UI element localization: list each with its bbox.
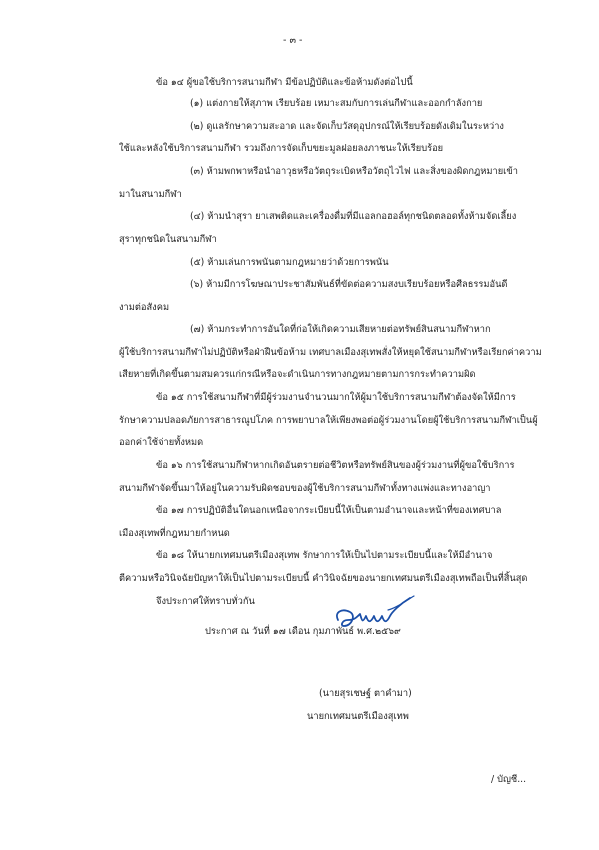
page-number: - ๓ - <box>283 35 303 46</box>
clause-14-item-5: (๕) ห้ามเล่นการพนันตามกฎหมายว่าด้วยการพนัน <box>190 257 389 268</box>
clause-14-item-7-line-2: ผู้ใช้บริการสนามกีฬาไม่ปฏิบัติหรือฝ่าฝืนข้อห้าม เทศบาลเมืองสุเทพสั่งให้หยุดใช้สนามกีฬาหรือเรียกค่าความ <box>119 347 542 358</box>
clause-14-item-3-line-1: (๓) ห้ามพกพาหรือนำอาวุธหรือวัตถุระเบิดหรือวัตถุไวไฟ และสิ่งของผิดกฎหมายเข้า <box>190 166 518 177</box>
clause-17-line-1: ข้อ ๑๗ การปฏิบัติอื่นใดนอกเหนือจากระเบียบนี้ให้เป็นตามอำนาจและหน้าที่ของเทศบาล <box>156 505 502 516</box>
clause-14-item-1: (๑) แต่งกายให้สุภาพ เรียบร้อย เหมาะสมกับการเล่นกีฬาและออกกำลังกาย <box>190 98 483 109</box>
continued-marker: / บัญชี... <box>491 774 527 785</box>
clause-18-line-2: ตีความหรือวินิจฉัยปัญหาให้เป็นไปตามระเบียบนี้ คำวินิจฉัยของนายกเทศมนตรีเมืองสุเทพถือเป็นที่สิ้นสุด <box>119 573 528 584</box>
clause-15-line-3: ออกค่าใช้จ่ายทั้งหมด <box>119 437 204 448</box>
clause-14-item-4-line-1: (๔) ห้ามนำสุรา ยาเสพติดและเครื่องดื่มที่มีแอลกอฮอล์ทุกชนิดตลอดทั้งห้ามจัดเลี้ยง <box>190 211 517 222</box>
clause-14-item-3-line-2: มาในสนามกีฬา <box>119 189 182 200</box>
signer-title: นายกเทศมนตรีเมืองสุเทพ <box>307 711 409 722</box>
clause-14-item-7-line-3: เสียหายที่เกิดขึ้นตามสมควรแก่กรณีหรือจะดำเนินการทางกฎหมายตามการกระทำความผิด <box>119 369 476 380</box>
clause-16-line-1: ข้อ ๑๖ การใช้สนามกีฬาหากเกิดอันตรายต่อชีวิตหรือทรัพย์สินของผู้ร่วมงานที่ผู้ขอใช้บริการ <box>156 460 515 471</box>
dated-line: ประกาศ ณ วันที่ ๑๗ เดือน กุมภาพันธ์ พ.ศ.๒๕๖๙ <box>205 626 401 637</box>
clause-17-line-2: เมืองสุเทพที่กฎหมายกำหนด <box>119 528 230 539</box>
clause-14-item-2-line-1: (๒) ดูแลรักษาความสะอาด และจัดเก็บวัสดุอุปกรณ์ให้เรียบร้อยดังเดิมในระหว่าง <box>190 121 504 132</box>
clause-14-heading: ข้อ ๑๔ ผู้ขอใช้บริการสนามกีฬา มีข้อปฏิบัติและข้อห้ามดังต่อไปนี้ <box>156 77 413 88</box>
clause-14-item-2-line-2: ใช้และหลังใช้บริการสนามกีฬา รวมถึงการจัดเก็บขยะมูลฝอยลงภาชนะให้เรียบร้อย <box>119 143 444 154</box>
clause-15-line-2: รักษาความปลอดภัยการสาธารณูปโภค การพยาบาลให้เพียงพอต่อผู้ร่วมงานโดยผู้ใช้บริการสนามกีฬาเป็นผู้ <box>119 415 538 426</box>
clause-14-item-6-line-2: งามต่อสังคม <box>119 302 170 313</box>
signer-name: (นายสุรเชษฐ์ ตาคำมา) <box>319 688 412 699</box>
clause-16-line-2: สนามกีฬาจัดขึ้นมาให้อยู่ในความรับผิดชอบของผู้ใช้บริการสนามกีฬาทั้งทางแพ่งและทางอาญา <box>119 483 491 494</box>
clause-14-item-4-line-2: สุราทุกชนิดในสนามกีฬา <box>119 234 217 245</box>
clause-14-item-6-line-1: (๖) ห้ามมีการโฆษณาประชาสัมพันธ์ที่ขัดต่อความสงบเรียบร้อยหรือศีลธรรมอันดี <box>190 279 508 290</box>
announcement: จึงประกาศให้ทราบทั่วกัน <box>156 596 255 607</box>
clause-15-line-1: ข้อ ๑๕ การใช้สนามกีฬาที่มีผู้ร่วมงานจำนวนมากให้ผู้มาใช้บริการสนามกีฬาต้องจัดให้มีการ <box>156 392 516 403</box>
clause-18-line-1: ข้อ ๑๘ ให้นายกเทศมนตรีเมืองสุเทพ รักษาการให้เป็นไปตามระเบียบนี้และให้มีอำนาจ <box>156 550 493 561</box>
clause-14-item-7-line-1: (๗) ห้ามกระทำการอันใดที่ก่อให้เกิดความเสียหายต่อทรัพย์สินสนามกีฬาหาก <box>190 324 491 335</box>
signature-image <box>330 590 420 640</box>
